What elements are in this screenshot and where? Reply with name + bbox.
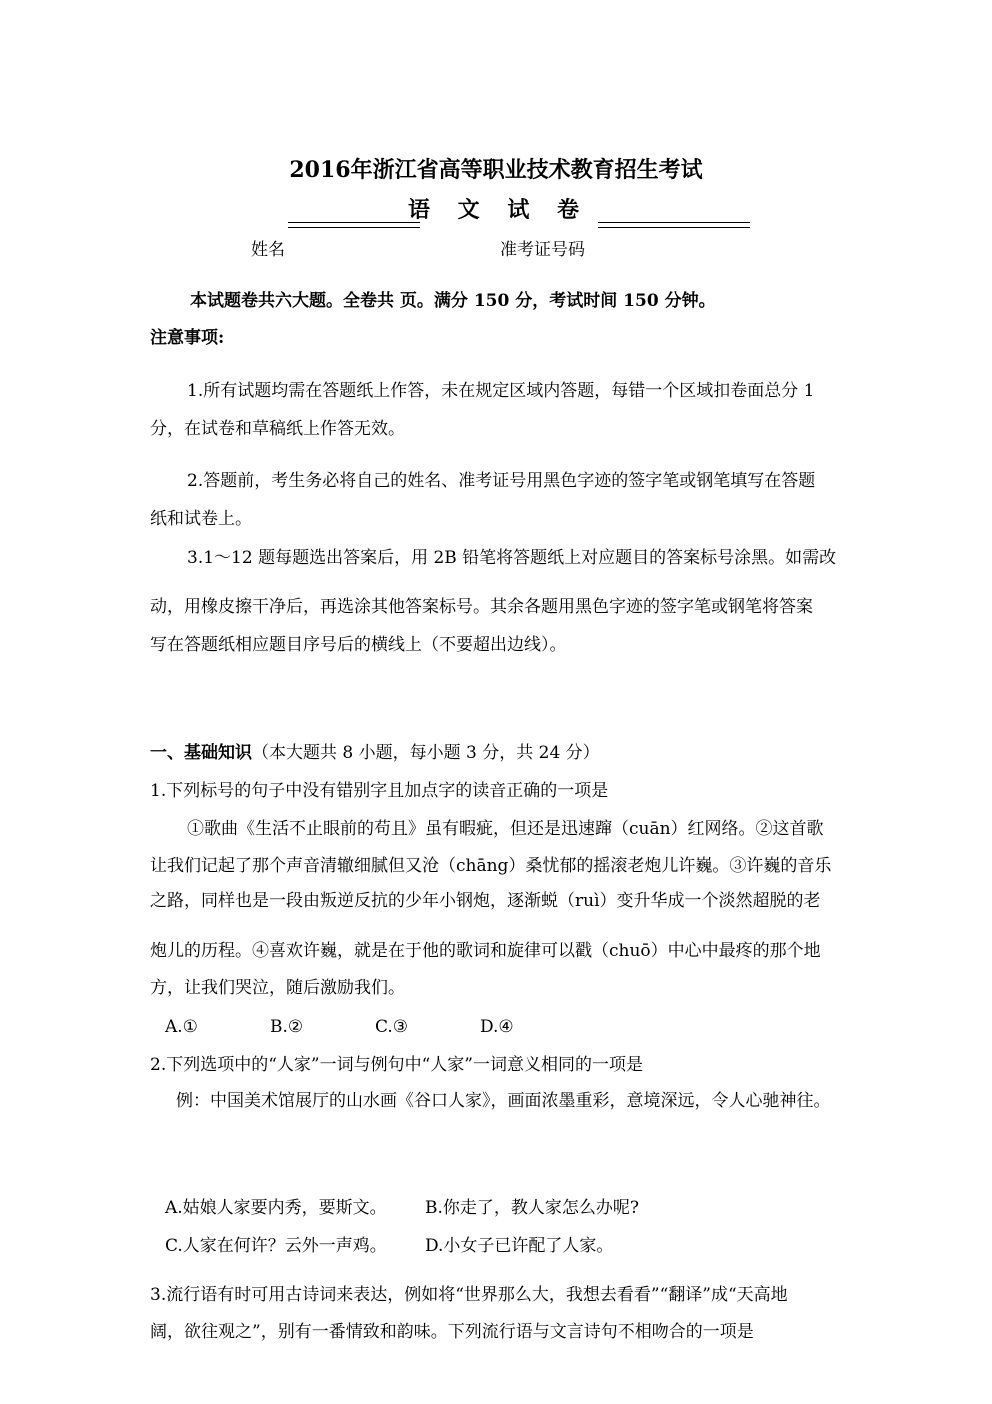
example-sentence: 例：中国美术馆展厅的山水画《谷口人家》，画面浓墨重彩，意境深远，令人心驰神往。	[176, 1091, 831, 1111]
exam-subtitle: 语 文 试 卷	[408, 197, 589, 223]
note-line: 1.所有试题均需在答题纸上作答，未在规定区域内答题，每错一个区域扣卷面总分 1	[187, 381, 815, 401]
question-stem: 1.下列标号的句子中没有错别字且加点字的读音正确的一项是	[150, 781, 609, 801]
section-title: 一、基础知识	[150, 743, 252, 763]
exam-number-label: 准考证号码	[500, 240, 585, 260]
question-stem: 阔，欲往观之”，别有一番情致和韵味。下列流行语与文言诗句不相吻合的一项是	[150, 1322, 754, 1342]
question-stem: 3.流行语有时可用古诗词来表达，例如将“世界那么大，我想去看看”“翻译”成“天高地	[150, 1285, 788, 1305]
option-b: B.②	[270, 1017, 304, 1037]
notes-heading: 注意事项:	[150, 328, 225, 348]
note-line: 纸和试卷上。	[150, 509, 252, 529]
option-c: C.③	[375, 1017, 409, 1037]
note-line: 2.答题前，考生务必将自己的姓名、准考证号用黑色字迹的签字笔或钢笔填写在答题	[187, 471, 816, 491]
passage-line: ①歌曲《生活不止眼前的苟且》虽有暇疵，但还是迅速蹿（cuān）红网络。②这首歌	[187, 819, 824, 839]
option-b: B.你走了，教人家怎么办呢?	[425, 1198, 640, 1218]
exam-intro: 本试题卷共六大题。全卷共 页。满分 150 分，考试时间 150 分钟。	[190, 291, 716, 311]
note-line: 写在答题纸相应题目序号后的横线上（不要超出边线）。	[150, 635, 567, 655]
option-c: C.人家在何许？云外一声鸡。	[165, 1236, 387, 1256]
passage-line: 之路，同样也是一段由叛逆反抗的少年小钢炮，逐渐蜕（ruì）变升华成一个淡然超脱的老	[150, 891, 821, 911]
passage-line: 方，让我们哭泣，随后激励我们。	[150, 978, 405, 998]
name-label: 姓名	[251, 240, 285, 260]
option-d: D.小女子已许配了人家。	[425, 1236, 614, 1256]
option-a: A.①	[165, 1017, 198, 1037]
note-line: 分，在试卷和草稿纸上作答无效。	[150, 419, 405, 439]
option-a: A.姑娘人家要内秀，要斯文。	[165, 1198, 387, 1218]
note-line: 动，用橡皮擦干净后，再选涂其他答案标号。其余各题用黑色字迹的签字笔或钢笔将答案	[150, 597, 813, 617]
passage-line: 让我们记起了那个声音清辙细腻但又沧（chāng）桑忧郁的摇滚老炮儿许巍。③许巍的音乐	[150, 856, 832, 876]
option-d: D.④	[480, 1017, 514, 1037]
note-line: 3.1～12 题每题选出答案后，用 2B 铅笔将答题纸上对应题目的答案标号涂黑。如需改	[187, 548, 837, 568]
title-rule-left	[288, 222, 420, 228]
title-rule-right	[598, 222, 750, 228]
passage-line: 炮儿的历程。④喜欢许巍，就是在于他的歌词和旋律可以戳（chuō）中心中最疼的那个地	[150, 941, 821, 961]
section-heading	[150, 742, 600, 764]
exam-title: 2016年浙江省高等职业技术教育招生考试	[289, 157, 703, 183]
section-note: （本大题共 8 小题，每小题 3 分，共 24 分）	[252, 743, 600, 763]
question-stem: 2.下列选项中的“人家”一词与例句中“人家”一词意义相同的一项是	[150, 1055, 643, 1075]
